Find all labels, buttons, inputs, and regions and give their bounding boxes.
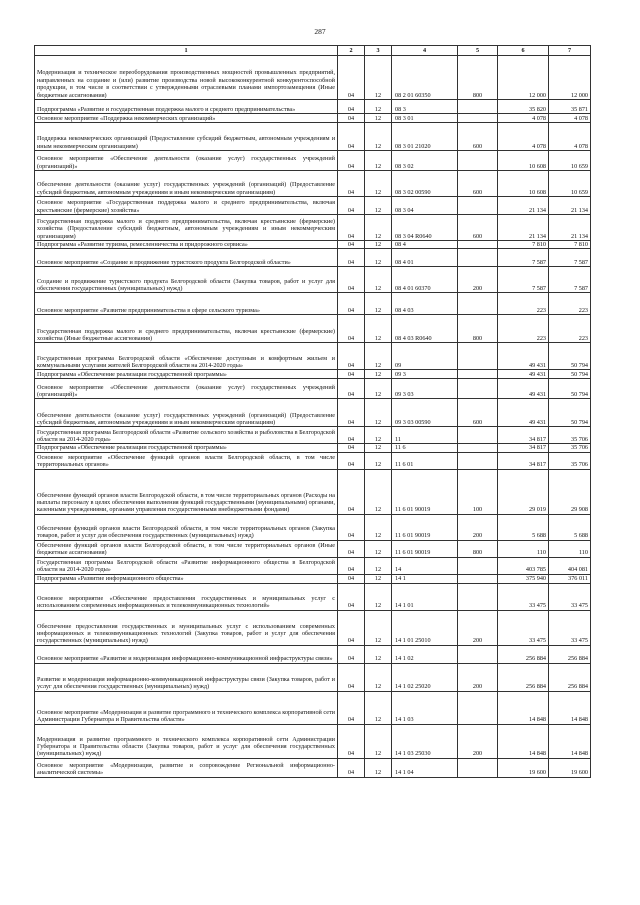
table-row bbox=[35, 645, 591, 663]
row-name: Обеспечение предоставления государственных и муниципальных услуг с использованием современных информационных и телекоммуникационных технологий (Закупка товаров, работ и услуг для обеспечения государственных (муниципальных) нужд) bbox=[35, 610, 338, 645]
row-target-code: 11 6 bbox=[392, 444, 458, 452]
row-amount-2019: 49 431 bbox=[498, 379, 549, 399]
row-subsection: 12 bbox=[365, 540, 392, 557]
row-expense-type: 600 bbox=[458, 399, 498, 427]
row-subsection: 12 bbox=[365, 56, 392, 100]
row-amount-2020: 110 bbox=[549, 540, 591, 557]
row-name: Основное мероприятие «Поддержка некоммерческих организаций» bbox=[35, 114, 338, 123]
row-section: 04 bbox=[338, 557, 365, 574]
row-section: 04 bbox=[338, 343, 365, 370]
row-amount-2019: 7 587 bbox=[498, 249, 549, 267]
row-subsection: 12 bbox=[365, 469, 392, 514]
row-expense-type: 200 bbox=[458, 724, 498, 758]
header-col-3: 3 bbox=[365, 46, 392, 56]
row-expense-type bbox=[458, 100, 498, 114]
row-expense-type bbox=[458, 249, 498, 267]
row-amount-2019: 4 078 bbox=[498, 123, 549, 151]
row-amount-2019: 35 820 bbox=[498, 100, 549, 114]
row-amount-2019: 7 810 bbox=[498, 241, 549, 249]
row-amount-2019: 5 688 bbox=[498, 514, 549, 540]
row-subsection: 12 bbox=[365, 151, 392, 171]
row-amount-2020: 50 794 bbox=[549, 370, 591, 379]
row-target-code: 08 3 04 bbox=[392, 197, 458, 215]
row-section: 04 bbox=[338, 583, 365, 610]
row-amount-2020: 50 794 bbox=[549, 343, 591, 370]
row-target-code: 14 1 03 bbox=[392, 691, 458, 724]
row-name: Основное мероприятие «Обеспечение предоставления государственных и муниципальных услуг с использованием современных информационных и телекоммуникационных технологий» bbox=[35, 583, 338, 610]
row-expense-type bbox=[458, 583, 498, 610]
row-subsection: 12 bbox=[365, 574, 392, 583]
row-amount-2019: 403 785 bbox=[498, 557, 549, 574]
row-amount-2019: 21 134 bbox=[498, 197, 549, 215]
row-amount-2019: 34 817 bbox=[498, 452, 549, 469]
row-section: 04 bbox=[338, 241, 365, 249]
row-amount-2020: 50 794 bbox=[549, 379, 591, 399]
table-row bbox=[35, 343, 591, 370]
table-row bbox=[35, 215, 591, 241]
row-target-code: 14 1 02 25020 bbox=[392, 663, 458, 691]
table-row bbox=[35, 123, 591, 151]
row-amount-2020: 10 659 bbox=[549, 171, 591, 197]
row-amount-2019: 49 431 bbox=[498, 399, 549, 427]
row-expense-type bbox=[458, 645, 498, 663]
table-row bbox=[35, 663, 591, 691]
row-section: 04 bbox=[338, 758, 365, 777]
row-target-code: 09 3 bbox=[392, 370, 458, 379]
row-target-code: 08 4 03 R0640 bbox=[392, 315, 458, 343]
table-row bbox=[35, 691, 591, 724]
row-amount-2020: 5 688 bbox=[549, 514, 591, 540]
row-target-code: 14 1 bbox=[392, 574, 458, 583]
row-section: 04 bbox=[338, 724, 365, 758]
row-section: 04 bbox=[338, 663, 365, 691]
row-expense-type: 600 bbox=[458, 215, 498, 241]
table-row bbox=[35, 379, 591, 399]
header-col-2: 2 bbox=[338, 46, 365, 56]
row-amount-2020: 7 587 bbox=[549, 249, 591, 267]
row-target-code: 14 bbox=[392, 557, 458, 574]
row-subsection: 12 bbox=[365, 370, 392, 379]
row-target-code: 11 6 01 90019 bbox=[392, 514, 458, 540]
row-section: 04 bbox=[338, 151, 365, 171]
row-target-code: 09 3 03 bbox=[392, 379, 458, 399]
row-target-code: 14 1 01 bbox=[392, 583, 458, 610]
row-expense-type bbox=[458, 427, 498, 444]
header-col-4: 4 bbox=[392, 46, 458, 56]
page-number: 287 bbox=[314, 27, 326, 36]
table-row bbox=[35, 267, 591, 293]
row-expense-type: 800 bbox=[458, 540, 498, 557]
table-row bbox=[35, 171, 591, 197]
row-name: Создание и продвижение туристского продукта Белгородской области (Закупка товаров, работ и услуг для обеспечения государственных (муниципальных) нужд) bbox=[35, 267, 338, 293]
row-subsection: 12 bbox=[365, 452, 392, 469]
row-name: Основное мероприятие «Обеспечение деятельности (оказание услуг) государственных учреждений (организаций)» bbox=[35, 151, 338, 171]
row-target-code: 14 1 01 25010 bbox=[392, 610, 458, 645]
table-header-row bbox=[35, 46, 591, 56]
row-target-code: 11 6 01 90019 bbox=[392, 540, 458, 557]
row-name: Развитие и модернизация информационно-коммуникационной инфраструктуры связи (Закупка товаров, работ и услуг для обеспечения государственных (муниципальных) нужд) bbox=[35, 663, 338, 691]
row-expense-type: 200 bbox=[458, 514, 498, 540]
row-expense-type: 200 bbox=[458, 663, 498, 691]
row-subsection: 12 bbox=[365, 315, 392, 343]
row-expense-type bbox=[458, 758, 498, 777]
table-row bbox=[35, 399, 591, 427]
row-target-code: 08 3 02 00590 bbox=[392, 171, 458, 197]
row-name: Государственная программа Белгородской области «Развитие информационного общества в Белгородской области на 2014-2020 годы» bbox=[35, 557, 338, 574]
row-amount-2020: 376 011 bbox=[549, 574, 591, 583]
row-subsection: 12 bbox=[365, 514, 392, 540]
row-section: 04 bbox=[338, 267, 365, 293]
row-amount-2019: 49 431 bbox=[498, 370, 549, 379]
row-subsection: 12 bbox=[365, 557, 392, 574]
row-name: Основное мероприятие «Обеспечение функций органов власти Белгородской области, в том числе территориальных органов» bbox=[35, 452, 338, 469]
row-subsection: 12 bbox=[365, 691, 392, 724]
header-col-6: 6 bbox=[498, 46, 549, 56]
row-target-code: 09 3 03 00590 bbox=[392, 399, 458, 427]
table-row bbox=[35, 610, 591, 645]
row-expense-type bbox=[458, 574, 498, 583]
row-target-code: 08 3 01 bbox=[392, 114, 458, 123]
row-amount-2020: 256 884 bbox=[549, 645, 591, 663]
row-section: 04 bbox=[338, 249, 365, 267]
row-target-code: 08 3 01 21020 bbox=[392, 123, 458, 151]
row-name: Государственная поддержка малого и среднего предпринимательства, включая крестьянские (фермерские) хозяйства (Предоставление субсидий бюджетным, автономным учреждениям и иным некоммерческим организациям) bbox=[35, 215, 338, 241]
row-name: Подпрограмма «Обеспечение реализации государственной программы» bbox=[35, 370, 338, 379]
row-name: Обеспечение деятельности (оказание услуг) государственных учреждений (организаций) (Предоставление субсидий бюджетным, автономным учреждениям и иным некоммерческим организациям) bbox=[35, 399, 338, 427]
row-section: 04 bbox=[338, 56, 365, 100]
row-name: Модернизация и развитие программного и технического комплекса корпоративной сети Администрации Губернатора и Правительства области (Закупка товаров, работ и услуг для обеспечения государственных (муниципальных) нужд) bbox=[35, 724, 338, 758]
row-amount-2020: 7 810 bbox=[549, 241, 591, 249]
row-amount-2019: 256 884 bbox=[498, 645, 549, 663]
row-amount-2020: 35 706 bbox=[549, 427, 591, 444]
table-row bbox=[35, 241, 591, 249]
row-expense-type: 100 bbox=[458, 469, 498, 514]
row-amount-2019: 33 475 bbox=[498, 610, 549, 645]
row-subsection: 12 bbox=[365, 399, 392, 427]
row-amount-2019: 375 940 bbox=[498, 574, 549, 583]
row-section: 04 bbox=[338, 452, 365, 469]
table-row bbox=[35, 758, 591, 777]
row-expense-type: 200 bbox=[458, 610, 498, 645]
row-amount-2019: 19 600 bbox=[498, 758, 549, 777]
table-row bbox=[35, 151, 591, 171]
row-name: Государственная поддержка малого и среднего предпринимательства, включая крестьянские (фермерские) хозяйства (Иные бюджетные ассигнования) bbox=[35, 315, 338, 343]
row-expense-type: 800 bbox=[458, 315, 498, 343]
row-section: 04 bbox=[338, 540, 365, 557]
row-amount-2019: 34 817 bbox=[498, 444, 549, 452]
row-amount-2020: 14 848 bbox=[549, 691, 591, 724]
row-amount-2020: 21 134 bbox=[549, 197, 591, 215]
row-section: 04 bbox=[338, 444, 365, 452]
row-target-code: 08 4 bbox=[392, 241, 458, 249]
table-row bbox=[35, 557, 591, 574]
row-target-code: 08 4 01 60370 bbox=[392, 267, 458, 293]
row-name: Подпрограмма «Развитие информационного общества» bbox=[35, 574, 338, 583]
row-target-code: 08 4 03 bbox=[392, 293, 458, 315]
row-subsection: 12 bbox=[365, 343, 392, 370]
row-amount-2020: 4 078 bbox=[549, 114, 591, 123]
row-section: 04 bbox=[338, 610, 365, 645]
row-subsection: 12 bbox=[365, 663, 392, 691]
table-row bbox=[35, 427, 591, 444]
row-subsection: 12 bbox=[365, 583, 392, 610]
row-section: 04 bbox=[338, 123, 365, 151]
table-row bbox=[35, 56, 591, 100]
row-section: 04 bbox=[338, 171, 365, 197]
row-expense-type bbox=[458, 241, 498, 249]
row-expense-type bbox=[458, 444, 498, 452]
row-amount-2020: 223 bbox=[549, 293, 591, 315]
row-expense-type bbox=[458, 557, 498, 574]
header-col-7: 7 bbox=[549, 46, 591, 56]
row-amount-2020: 7 587 bbox=[549, 267, 591, 293]
row-amount-2019: 21 134 bbox=[498, 215, 549, 241]
row-subsection: 12 bbox=[365, 249, 392, 267]
row-target-code: 14 1 02 bbox=[392, 645, 458, 663]
row-name: Основное мероприятие «Развитие и модернизация информационно-коммуникационной инфраструктуры связи» bbox=[35, 645, 338, 663]
row-section: 04 bbox=[338, 114, 365, 123]
row-subsection: 12 bbox=[365, 123, 392, 151]
row-amount-2019: 4 078 bbox=[498, 114, 549, 123]
table-body bbox=[35, 56, 591, 778]
row-name: Государственная программа Белгородской области «Обеспечение доступным и комфортным жильем и коммунальными услугами жителей Белгородской области на 2014-2020 годы» bbox=[35, 343, 338, 370]
row-expense-type bbox=[458, 452, 498, 469]
row-subsection: 12 bbox=[365, 610, 392, 645]
table-row bbox=[35, 540, 591, 557]
row-amount-2020: 19 600 bbox=[549, 758, 591, 777]
row-subsection: 12 bbox=[365, 100, 392, 114]
row-section: 04 bbox=[338, 315, 365, 343]
row-amount-2020: 50 794 bbox=[549, 399, 591, 427]
row-amount-2020: 35 871 bbox=[549, 100, 591, 114]
row-target-code: 14 1 03 25030 bbox=[392, 724, 458, 758]
row-subsection: 12 bbox=[365, 197, 392, 215]
table-row bbox=[35, 724, 591, 758]
row-subsection: 12 bbox=[365, 293, 392, 315]
row-section: 04 bbox=[338, 399, 365, 427]
row-expense-type bbox=[458, 197, 498, 215]
row-amount-2019: 49 431 bbox=[498, 343, 549, 370]
row-amount-2019: 33 475 bbox=[498, 583, 549, 610]
row-section: 04 bbox=[338, 514, 365, 540]
row-amount-2019: 10 608 bbox=[498, 151, 549, 171]
row-name: Обеспечение функций органов власти Белгородской области, в том числе территориальных органов (Расходы на выплаты персоналу в целях обеспечения выполнения функций государственными (муниципальными) органами, казенными учреждениями, органами управления государственными внебюджетными фондами) bbox=[35, 469, 338, 514]
row-subsection: 12 bbox=[365, 241, 392, 249]
row-subsection: 12 bbox=[365, 724, 392, 758]
row-amount-2019: 34 817 bbox=[498, 427, 549, 444]
row-expense-type: 600 bbox=[458, 123, 498, 151]
row-target-code: 08 3 bbox=[392, 100, 458, 114]
row-name: Обеспечение деятельности (оказание услуг) государственных учреждений (организаций) (Предоставление субсидий бюджетным, автономным учреждениям и иным некоммерческим организациям) bbox=[35, 171, 338, 197]
row-target-code: 08 3 02 bbox=[392, 151, 458, 171]
header-col-5: 5 bbox=[458, 46, 498, 56]
row-target-code: 08 3 04 R0640 bbox=[392, 215, 458, 241]
row-amount-2019: 256 884 bbox=[498, 663, 549, 691]
row-subsection: 12 bbox=[365, 427, 392, 444]
row-amount-2020: 404 081 bbox=[549, 557, 591, 574]
row-subsection: 12 bbox=[365, 267, 392, 293]
row-amount-2020: 256 884 bbox=[549, 663, 591, 691]
row-amount-2019: 12 000 bbox=[498, 56, 549, 100]
table-row bbox=[35, 469, 591, 514]
row-target-code: 11 bbox=[392, 427, 458, 444]
row-name: Основное мероприятие «Создание и продвижение туристского продукта Белгородской области» bbox=[35, 249, 338, 267]
table-row bbox=[35, 249, 591, 267]
row-name: Основное мероприятие «Обеспечение деятельности (оказание услуг) государственных учреждений (организаций)» bbox=[35, 379, 338, 399]
table-row bbox=[35, 574, 591, 583]
row-target-code: 11 6 01 90019 bbox=[392, 469, 458, 514]
row-amount-2019: 7 587 bbox=[498, 267, 549, 293]
row-expense-type bbox=[458, 151, 498, 171]
table-row bbox=[35, 315, 591, 343]
row-subsection: 12 bbox=[365, 171, 392, 197]
table-row bbox=[35, 452, 591, 469]
row-expense-type bbox=[458, 370, 498, 379]
row-section: 04 bbox=[338, 645, 365, 663]
row-name: Поддержка некоммерческих организаций (Предоставление субсидий бюджетным, автономным учреждениям и иным некоммерческим организациям) bbox=[35, 123, 338, 151]
row-section: 04 bbox=[338, 370, 365, 379]
row-section: 04 bbox=[338, 691, 365, 724]
row-subsection: 12 bbox=[365, 215, 392, 241]
row-target-code: 08 2 01 60350 bbox=[392, 56, 458, 100]
header-col-1: 1 bbox=[35, 46, 338, 56]
row-name: Основное мероприятие «Модернизация, развитие и сопровождение Региональной информационно-аналитической системы» bbox=[35, 758, 338, 777]
table-row bbox=[35, 370, 591, 379]
row-expense-type bbox=[458, 114, 498, 123]
row-name: Модернизация и техническое переоборудования производственных мощностей промышленных предприятий, направленных на создание и (или) развитие производства новой высококонкурентной конкурентоспособной продукции, в том числе в соответствии с утвержденными отраслевыми планами импортозамещения (Иные бюджетные ассигнования) bbox=[35, 56, 338, 100]
row-name: Подпрограмма «Развитие туризма, ремесленничества и придорожного сервиса» bbox=[35, 241, 338, 249]
row-amount-2019: 110 bbox=[498, 540, 549, 557]
table-row bbox=[35, 293, 591, 315]
row-amount-2019: 14 848 bbox=[498, 691, 549, 724]
row-amount-2020: 33 475 bbox=[549, 610, 591, 645]
row-section: 04 bbox=[338, 293, 365, 315]
table-row bbox=[35, 444, 591, 452]
row-expense-type bbox=[458, 691, 498, 724]
budget-table bbox=[34, 45, 591, 778]
row-amount-2020: 4 078 bbox=[549, 123, 591, 151]
row-section: 04 bbox=[338, 215, 365, 241]
row-name: Обеспечение функций органов власти Белгородской области, в том числе территориальных органов (Закупка товаров, работ и услуг для обеспечения государственных (муниципальных) нужд) bbox=[35, 514, 338, 540]
row-amount-2020: 35 706 bbox=[549, 444, 591, 452]
row-amount-2020: 33 475 bbox=[549, 583, 591, 610]
row-name: Основное мероприятие «Модернизация и развитие программного и технического комплекса корпоративной сети Администрации Губернатора и Правительства области» bbox=[35, 691, 338, 724]
row-section: 04 bbox=[338, 469, 365, 514]
row-section: 04 bbox=[338, 100, 365, 114]
row-amount-2020: 223 bbox=[549, 315, 591, 343]
row-name: Основное мероприятие «Государственная поддержка малого и среднего предпринимательства, включая крестьянские (фермерские) хозяйства» bbox=[35, 197, 338, 215]
row-subsection: 12 bbox=[365, 645, 392, 663]
row-amount-2020: 10 659 bbox=[549, 151, 591, 171]
row-amount-2020: 14 848 bbox=[549, 724, 591, 758]
row-subsection: 12 bbox=[365, 379, 392, 399]
row-expense-type bbox=[458, 343, 498, 370]
row-amount-2019: 29 019 bbox=[498, 469, 549, 514]
row-target-code: 14 1 04 bbox=[392, 758, 458, 777]
row-amount-2020: 35 706 bbox=[549, 452, 591, 469]
table-row bbox=[35, 114, 591, 123]
row-section: 04 bbox=[338, 379, 365, 399]
row-amount-2020: 21 134 bbox=[549, 215, 591, 241]
row-expense-type bbox=[458, 379, 498, 399]
row-name: Подпрограмма «Развитие и государственная поддержка малого и среднего предпринимательства» bbox=[35, 100, 338, 114]
row-section: 04 bbox=[338, 574, 365, 583]
row-subsection: 12 bbox=[365, 114, 392, 123]
row-section: 04 bbox=[338, 197, 365, 215]
row-amount-2019: 223 bbox=[498, 315, 549, 343]
table-row bbox=[35, 583, 591, 610]
row-subsection: 12 bbox=[365, 444, 392, 452]
row-section: 04 bbox=[338, 427, 365, 444]
row-amount-2020: 12 000 bbox=[549, 56, 591, 100]
row-amount-2019: 10 608 bbox=[498, 171, 549, 197]
row-target-code: 09 bbox=[392, 343, 458, 370]
row-target-code: 08 4 01 bbox=[392, 249, 458, 267]
table-row bbox=[35, 514, 591, 540]
row-target-code: 11 6 01 bbox=[392, 452, 458, 469]
row-expense-type bbox=[458, 293, 498, 315]
row-subsection: 12 bbox=[365, 758, 392, 777]
row-name: Подпрограмма «Обеспечение реализации государственной программы» bbox=[35, 444, 338, 452]
table-row bbox=[35, 100, 591, 114]
row-name: Обеспечение функций органов власти Белгородской области, в том числе территориальных органов (Иные бюджетные ассигнования) bbox=[35, 540, 338, 557]
row-amount-2020: 29 908 bbox=[549, 469, 591, 514]
row-name: Государственная программа Белгородской области «Развитие сельского хозяйства и рыболовства в Белгородской области на 2014-2020 годы» bbox=[35, 427, 338, 444]
row-expense-type: 200 bbox=[458, 267, 498, 293]
row-amount-2019: 14 848 bbox=[498, 724, 549, 758]
row-amount-2019: 223 bbox=[498, 293, 549, 315]
row-expense-type: 800 bbox=[458, 56, 498, 100]
row-expense-type: 600 bbox=[458, 171, 498, 197]
row-name: Основное мероприятие «Развитие предпринимательства в сфере сельского туризма» bbox=[35, 293, 338, 315]
table-row bbox=[35, 197, 591, 215]
